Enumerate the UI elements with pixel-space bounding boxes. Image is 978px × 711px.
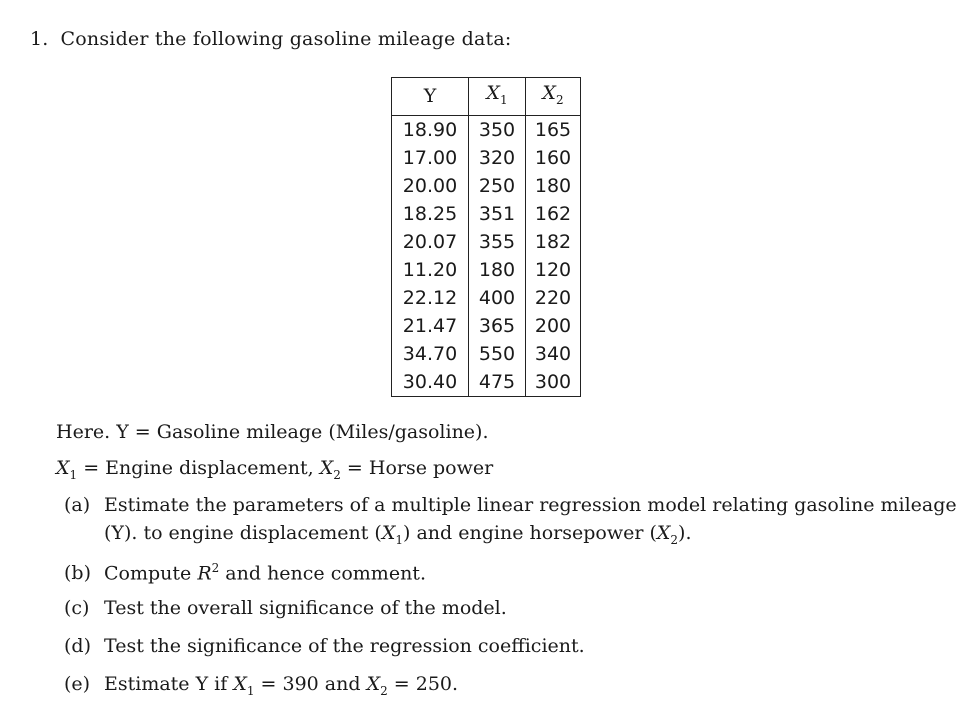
cell-y: 22.12 (392, 284, 469, 312)
item-e-mid: = 390 and (254, 673, 367, 695)
cell-x2: 180 (526, 172, 581, 200)
cell-x2: 160 (526, 144, 581, 172)
item-e-x2: X (366, 673, 381, 695)
item-b (64, 561, 426, 584)
cell-y: 30.40 (392, 368, 469, 397)
cell-y: 17.00 (392, 144, 469, 172)
x1-definition: = Engine displacement, (77, 457, 320, 479)
cell-x2: 200 (526, 312, 581, 340)
item-b-r: R (197, 562, 212, 585)
mileage-data-table (391, 77, 581, 397)
cell-y: 34.70 (392, 340, 469, 368)
table-row (392, 256, 581, 284)
table-row (392, 228, 581, 256)
x2-subscript: 2 (333, 467, 341, 482)
cell-x2: 340 (526, 340, 581, 368)
x1-symbol: X (56, 457, 70, 479)
item-a-x1-sub: 1 (395, 532, 404, 547)
item-a-x2-sub: 2 (670, 532, 679, 547)
table-row (392, 172, 581, 200)
cell-y: 18.90 (392, 115, 469, 144)
table-row (392, 144, 581, 172)
item-e-x1-sub: 1 (246, 683, 255, 698)
question-intro: Consider the following gasoline mileage data: (60, 28, 512, 50)
x2-symbol: X (319, 457, 334, 479)
cell-x1: 180 (469, 256, 526, 284)
item-a (64, 494, 957, 516)
table-row (392, 312, 581, 340)
header-x1: $X_1$ (469, 78, 526, 116)
table-row (392, 115, 581, 144)
item-a-line2-pre: (Y). to engine displacement ( (104, 522, 382, 544)
item-d (64, 635, 585, 657)
x2-definition: = Horse power (340, 457, 494, 479)
item-a-x2: X (656, 522, 671, 544)
item-b-pre: Compute (104, 562, 198, 585)
cell-x1: 320 (469, 144, 526, 172)
cell-y: 18.25 (392, 200, 469, 228)
cell-x2: 120 (526, 256, 581, 284)
item-e (64, 673, 458, 698)
item-c (64, 597, 507, 619)
item-d-label: (d) (64, 635, 91, 657)
cell-x1: 351 (469, 200, 526, 228)
item-e-x1: X (233, 673, 247, 695)
item-a-line2-post: ). (678, 522, 692, 544)
cell-x1: 355 (469, 228, 526, 256)
cell-y: 20.07 (392, 228, 469, 256)
cell-y: 11.20 (392, 256, 469, 284)
x1-subscript: 1 (69, 467, 78, 482)
definition-y: Here. Y = Gasoline mileage (Miles/gasoline). (56, 421, 489, 443)
item-d-text: Test the significance of the regression coefficient. (104, 635, 585, 657)
cell-x1: 400 (469, 284, 526, 312)
cell-x1: 475 (469, 368, 526, 397)
header-x2: $X_2$ (526, 78, 581, 116)
cell-x1: 550 (469, 340, 526, 368)
header-y: Y (392, 78, 469, 116)
item-c-label: (c) (64, 597, 90, 619)
cell-y: 21.47 (392, 312, 469, 340)
item-b-post: and hence comment. (219, 562, 426, 585)
definition-x (56, 457, 493, 482)
table-row (392, 340, 581, 368)
item-a-line2 (104, 522, 692, 547)
item-e-post: = 250. (387, 673, 459, 695)
cell-x2: 220 (526, 284, 581, 312)
table-row (392, 368, 581, 397)
cell-x1: 365 (469, 312, 526, 340)
cell-x2: 300 (526, 368, 581, 397)
table-row (392, 200, 581, 228)
item-a-label: (a) (64, 494, 91, 516)
question-heading (30, 28, 512, 50)
item-c-text: Test the overall significance of the model. (104, 597, 507, 619)
item-e-label: (e) (64, 673, 91, 695)
cell-x2: 162 (526, 200, 581, 228)
item-a-text-line1: Estimate the parameters of a multiple linear regression model relating gasoline mileage (104, 494, 957, 516)
item-b-sup: 2 (211, 561, 220, 575)
cell-x2: 182 (526, 228, 581, 256)
table-row (392, 284, 581, 312)
cell-x1: 250 (469, 172, 526, 200)
item-a-line2-mid: ) and engine horsepower ( (403, 522, 657, 544)
item-b-label: (b) (64, 562, 91, 585)
cell-y: 20.00 (392, 172, 469, 200)
table-header-row (392, 78, 581, 116)
item-e-pre: Estimate Y if (104, 673, 234, 695)
item-e-x2-sub: 2 (380, 683, 388, 698)
question-number: 1. (30, 28, 49, 50)
cell-x2: 165 (526, 115, 581, 144)
cell-x1: 350 (469, 115, 526, 144)
table-body (392, 115, 581, 396)
item-a-x1: X (381, 522, 396, 544)
